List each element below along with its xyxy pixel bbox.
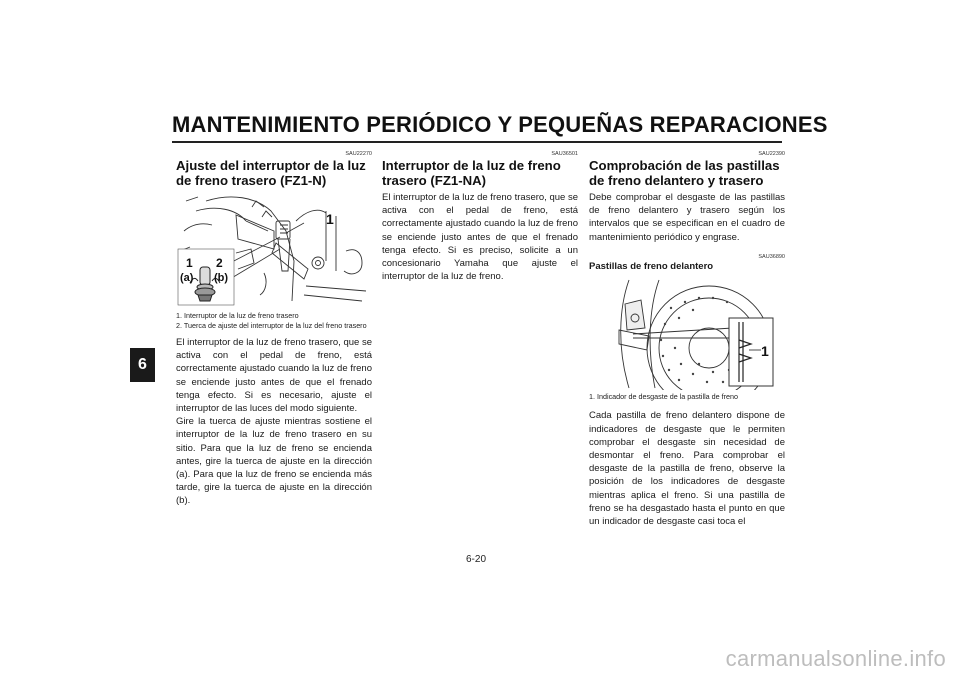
fig-label-b: (b)	[214, 272, 229, 284]
section-heading: Comprobación de las pastillas de freno delantero y trasero	[589, 158, 780, 188]
subsection-code: SAU36890	[758, 253, 785, 260]
section-code: SAU22390	[758, 151, 785, 157]
page-number: 6-20	[466, 554, 487, 565]
section-code: SAU36501	[551, 151, 578, 157]
body-paragraph: Gire la tuerca de ajuste mientras sostiene el interruptor de la luz de freno trasero en su sitio. Para que la luz de freno se encienda antes, gire la tuerca de ajuste en la dirección (a). Para que la luz de freno se encienda más tarde, gire la tuerca de ajuste en la dirección (b).	[176, 416, 372, 507]
page-title: MANTENIMIENTO PERIÓDICO Y PEQUEÑAS REPARACIONES	[172, 112, 828, 137]
fig-label-1: 1	[326, 211, 334, 227]
caption-item: 2. Tuerca de ajuste del interruptor de la luz del freno trasero	[176, 320, 367, 330]
section-heading: Interruptor de la luz de freno trasero (FZ1-NA)	[382, 158, 561, 188]
body-paragraph: Debe comprobar el desgaste de las pastillas de freno delantero y trasero según los intervalos que se especifican en el cuadro de mantenimiento periódico y engrase.	[589, 192, 785, 243]
brake-switch-figure	[176, 191, 372, 309]
figure-captions	[589, 392, 785, 402]
caption-item: 1. Indicador de desgaste de la pastilla de freno	[589, 391, 739, 401]
body-paragraph: El interruptor de la luz de freno trasero, que se activa con el pedal de freno, está correctamente ajustado cuando la luz de freno se enciende justo antes de que el frenado tenga efecto. Si es necesario, ajuste el interruptor de las luces del modo siguiente.	[176, 337, 372, 415]
chapter-tab: 6	[130, 348, 155, 382]
fig-label-1: 1	[761, 342, 769, 359]
fig-label-a: (a)	[180, 272, 194, 284]
column-2	[382, 150, 578, 283]
fig-label-2: 2	[216, 256, 223, 270]
figure-captions	[176, 311, 372, 330]
watermark: carmanualsonline.info	[725, 646, 946, 671]
body-paragraph: Cada pastilla de freno delantero dispone de indicadores de desgaste que le permiten comprobar el desgaste sin necesidad de desmontar el freno. Para comprobar el desgaste de la pastilla de freno, observe la posición de los indicadores de desgaste mientras aplica el freno. Si una pastilla de freno se ha desgastado hasta el punto en que un indicador de desgaste casi toca el	[589, 410, 785, 527]
title-rule	[172, 141, 782, 143]
section-heading: Ajuste del interruptor de la luz de freno trasero (FZ1-N)	[176, 158, 366, 188]
column-3	[589, 150, 785, 528]
subsection-heading: Pastillas de freno delantero	[589, 260, 714, 272]
caption-item: 1. Interruptor de la luz de freno trasero	[176, 311, 299, 320]
brake-pad-figure	[589, 278, 785, 390]
column-1	[176, 150, 372, 508]
section-code: SAU22270	[345, 151, 372, 157]
fig-label-1b: 1	[186, 256, 193, 270]
body-paragraph: El interruptor de la luz de freno trasero, que se activa con el pedal de freno, está correctamente ajustado cuando la luz de freno se enciende justo antes de que el frenado tenga efecto. Si es preciso, solicite a un concesionario Yamaha que ajuste el interruptor de la luz de freno.	[382, 192, 578, 283]
